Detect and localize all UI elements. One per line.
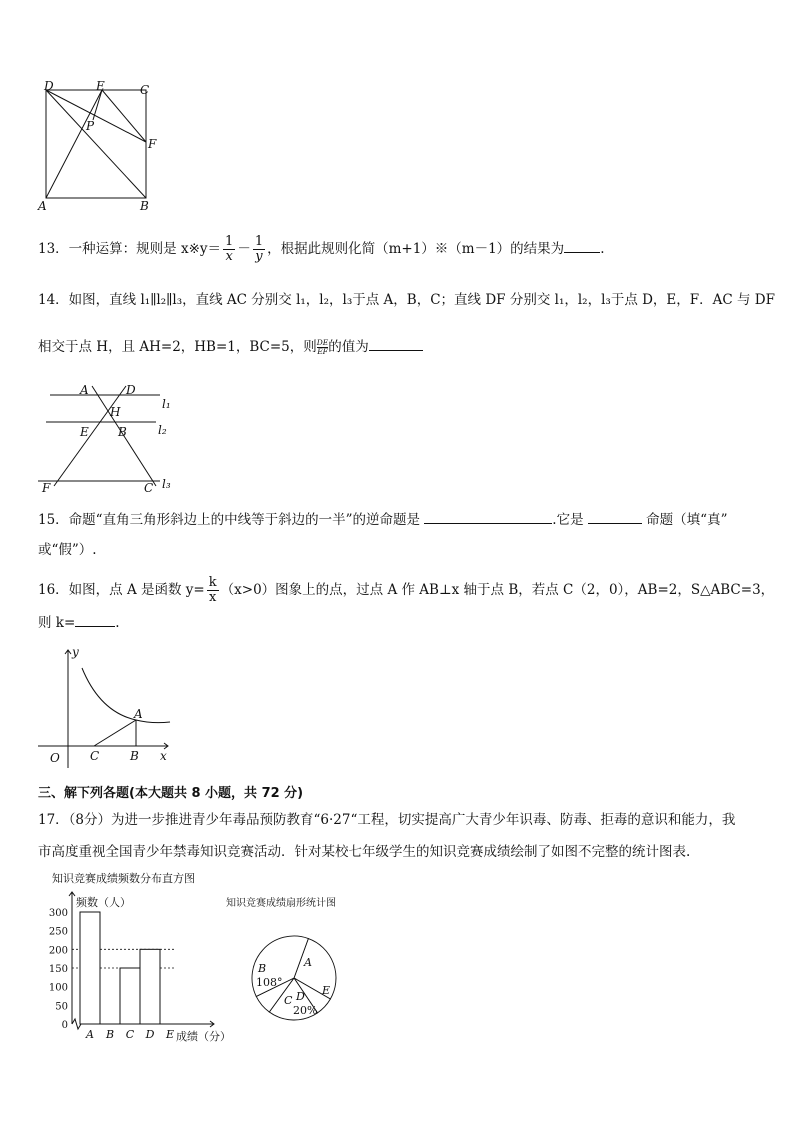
q13-answer-blank[interactable]: [564, 238, 600, 253]
fig14-label-H: H: [110, 405, 121, 419]
histogram-y-tick-250: 250: [48, 926, 68, 938]
q13-suffix: ，根据此规则化简（m+1）※（m－1）的结果为: [267, 241, 565, 257]
q14-fraction: [317, 339, 329, 356]
histogram-y-tick-0: 0: [61, 1020, 68, 1031]
fig12-label-D: D: [44, 80, 54, 93]
function-graph-figure: [34, 642, 184, 772]
q14-line2-suffix: 的值为: [328, 339, 369, 355]
pie-title: 知识竞赛成绩扇形统计图: [226, 898, 336, 909]
fig14-label-D: D: [126, 383, 136, 397]
q13-minus: －: [237, 241, 251, 257]
histogram-y-label: 频数（人）: [76, 896, 131, 909]
question-17-line2: 市高度重视全国青少年禁毒知识竞赛活动．针对某校七年级学生的知识竞赛成绩绘制了如图不完整的统计图表.: [38, 844, 691, 860]
fig16-label-C: C: [90, 749, 100, 763]
q15-part3: 命题（填“真”: [646, 512, 728, 528]
pie-label-E: E: [322, 984, 331, 997]
q16-suffix: （x>0）图象上的点，过点 A 作 AB⊥x 轴于点 B，若点 C（2，0），AB=2，S△ABC=3，: [220, 582, 775, 598]
pie-value-D: 20%: [293, 1004, 318, 1017]
q13-prefix: 13．一种运算：规则是 x※y＝: [38, 241, 222, 257]
histogram-y-tick-100: 100: [48, 982, 68, 994]
pie-chart: [218, 890, 368, 1030]
histogram-x-label: 成绩（分）: [176, 1030, 231, 1043]
q16-line2-prefix: 则 k=: [38, 615, 76, 631]
fig14-label-l2: l₂: [158, 423, 167, 437]
question-17-line1: 17．（8分）为进一步推进青少年毒品预防教育“6·27“工程，切实提高广大青少年识毒、防毒、拒毒的意识和能力，我: [38, 812, 736, 828]
histogram-y-tick-150: 150: [48, 964, 68, 975]
histogram-bar-C: [120, 968, 140, 1024]
fig16-label-y: y: [72, 645, 79, 659]
question-15-line1: [38, 509, 727, 530]
pie-label-C: C: [284, 994, 293, 1007]
section-3-heading: 三、解下列各题(本大题共 8 小题，共 72 分): [38, 786, 304, 801]
q14-frac-den: EF: [317, 347, 328, 356]
q16-line2-end: .: [115, 615, 120, 631]
q14-answer-blank[interactable]: [369, 336, 423, 351]
fig14-label-l1: l₁: [162, 397, 171, 411]
q16-answer-blank[interactable]: [75, 612, 115, 627]
q16-frac-num: k: [208, 575, 217, 590]
pie-label-A: A: [304, 956, 312, 969]
pie-label-D: D: [296, 990, 305, 1003]
histogram-category-E: E: [165, 1028, 175, 1041]
fig12-label-E: E: [96, 80, 105, 93]
question-14-line1: 14．如图，直线 l₁∥l₂∥l₃，直线 AC 分别交 l₁，l₂，l₃于点 A，B，C；直线 DF 分别交 l₁，l₂，l₃于点 D，E，F．AC 与 DF: [38, 292, 776, 308]
pie-value-B: 108°: [256, 976, 283, 989]
q15-answer-blank-1[interactable]: [424, 509, 552, 524]
q13-fraction-2: [253, 235, 265, 264]
fig14-label-C: C: [144, 481, 154, 495]
histogram-y-tick-50: 50: [55, 1001, 68, 1013]
fig12-label-A: A: [38, 199, 47, 213]
question-13: [38, 235, 604, 264]
histogram-category-C: C: [125, 1028, 135, 1041]
q14-frac-num: DE: [316, 338, 329, 347]
q15-part1: 15．命题“直角三角形斜边上的中线等于斜边的一半”的逆命题是: [38, 512, 420, 528]
fig16-label-x: x: [160, 749, 167, 763]
q13-f1-den: x: [225, 249, 233, 264]
parallel-lines-figure: [34, 378, 184, 498]
q16-prefix: 16．如图，点 A 是函数 y=: [38, 582, 205, 598]
histogram-category-D: D: [145, 1028, 155, 1041]
fig12-label-P: P: [86, 119, 95, 133]
q15-part2: .它是: [552, 512, 584, 528]
histogram-title: 知识竞赛成绩频数分布直方图: [52, 872, 195, 885]
histogram-bar-A: [80, 912, 100, 1024]
histogram-y-tick-200: 200: [48, 945, 68, 957]
fig16-label-B: B: [130, 749, 139, 763]
q13-f1-num: 1: [225, 234, 234, 249]
fig12-label-B: B: [140, 199, 149, 213]
q16-fraction: [207, 576, 219, 605]
fig14-label-F: F: [42, 481, 51, 495]
histogram-chart: [34, 870, 244, 1050]
histogram-y-tick-300: 300: [48, 908, 68, 919]
square-figure: [32, 80, 172, 215]
fig12-label-C: C: [140, 83, 150, 97]
fig14-label-l3: l₃: [162, 477, 171, 491]
pie-label-B: B: [258, 962, 267, 975]
q16-frac-den: x: [209, 590, 217, 605]
fig14-label-A: A: [80, 383, 89, 397]
histogram-bar-D: [140, 949, 160, 1024]
histogram-category-A: A: [86, 1028, 94, 1041]
fig14-label-B: B: [118, 425, 127, 439]
histogram-category-B: B: [105, 1028, 115, 1041]
question-16-line2: [38, 612, 120, 633]
q13-f2-den: y: [255, 249, 263, 264]
q13-f2-num: 1: [254, 234, 264, 249]
q13-end: .: [600, 241, 605, 257]
fig12-label-F: F: [148, 137, 157, 151]
question-15-line2: 或“假”）.: [38, 542, 97, 558]
question-16-line1: [38, 576, 774, 605]
q15-answer-blank-2[interactable]: [588, 509, 642, 524]
fig14-label-E: E: [80, 425, 89, 439]
question-14-line2: [38, 336, 423, 357]
q14-line2-prefix: 相交于点 H，且 AH=2，HB=1，BC=5，则: [38, 339, 317, 355]
fig16-label-A: A: [134, 707, 143, 721]
q13-fraction-1: [223, 235, 235, 264]
fig16-label-O: O: [50, 751, 60, 765]
